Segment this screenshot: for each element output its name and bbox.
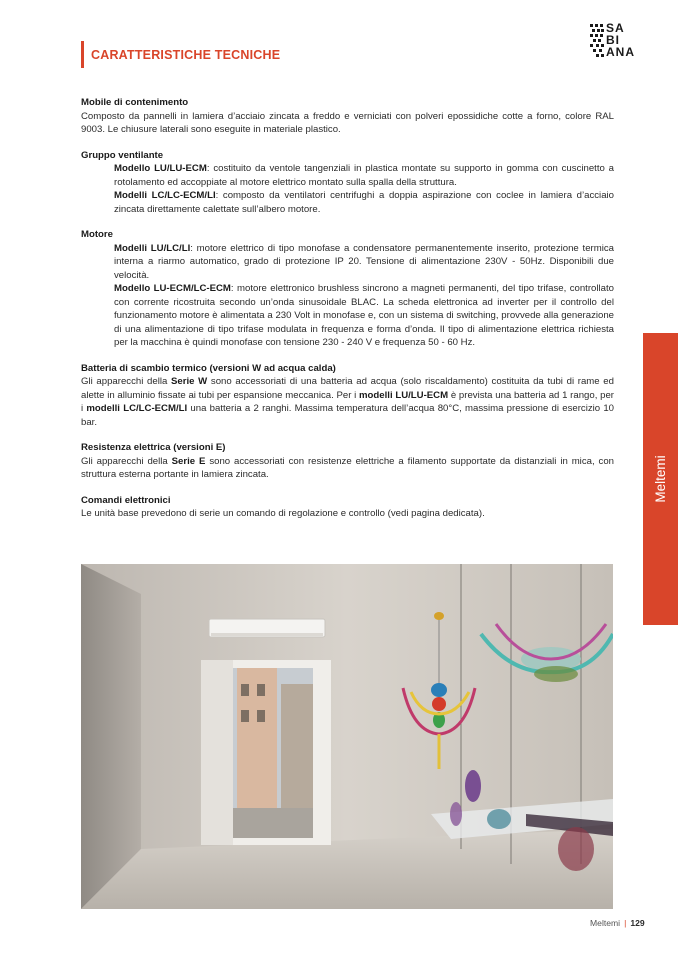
- section-mobile: [81, 96, 614, 137]
- page-number: 129: [630, 918, 645, 928]
- logo-wordmark: SA BI ANA: [606, 21, 635, 59]
- model-text: : motore elettrico di tipo monofase a condensatore permanentemente inserito, protezione termica interna a riarmo automatico, grado di protezione IP 20. Tensione di alimentazione 230V - 50Hz. Disponibili due velocità.: [114, 242, 614, 281]
- model-text: : composto da ventilatori centrifughi a doppia aspirazione con coclee in lamiera d’acciaio zincata direttamente calettate sull’albero motore.: [114, 190, 614, 215]
- model-label: Modello LU/LU-ECM: [114, 163, 207, 174]
- section-resistenza: [81, 441, 614, 482]
- spec-content: [81, 96, 614, 533]
- section-title: Motore: [81, 229, 113, 240]
- interior-illustration: [81, 564, 613, 909]
- brand-logo: [590, 21, 650, 64]
- model-label: Modello LU-ECM/LC-ECM: [114, 283, 231, 294]
- header-accent-bar: [81, 41, 84, 68]
- product-photo: [81, 564, 613, 909]
- side-tab: [643, 333, 678, 625]
- section-title: Resistenza elettrica (versioni E): [81, 442, 226, 453]
- model-item: [81, 282, 614, 350]
- model-item: [81, 162, 614, 189]
- model-label: Modelli LC/LC-ECM/LI: [114, 190, 216, 201]
- section-text: Gli apparecchi della Serie W sono accessoriati di una batteria ad acqua (solo riscaldamento) costituita da tubi di rame ed alette in alluminio fissate ai tubi per espansione meccanica. Per i modelli LU/LU-ECM è prevista una batteria ad 1 rango, per i modelli LC/LC-ECM/LI una batteria a 2 ranghi. Massima temperatura dell’acqua 80°C, massima pressione di esercizio 10 bar.: [81, 376, 615, 428]
- section-title: Gruppo ventilante: [81, 149, 164, 161]
- section-title: Batteria di scambio termico (versioni W ad acqua calda): [81, 362, 336, 374]
- footer-separator: |: [624, 918, 627, 928]
- section-title: Mobile di contenimento: [81, 97, 189, 108]
- section-text: Gli apparecchi della Serie E sono accessoriati con resistenze elettriche a filamento supportate da distanziali in mica, con struttura esterna portante in lamiera zincata.: [81, 455, 614, 480]
- logo-pattern-icon: [590, 24, 604, 60]
- model-item: [81, 189, 614, 216]
- side-tab-label: Meltemi: [653, 455, 668, 503]
- page-title: CARATTERISTICHE TECNICHE: [91, 48, 281, 62]
- footer-label: Meltemi: [590, 918, 621, 928]
- model-item: [81, 242, 614, 283]
- section-title: Comandi elettronici: [81, 494, 171, 506]
- section-comandi: [81, 494, 614, 521]
- section-batteria: [81, 362, 614, 430]
- section-text: Composto da pannelli in lamiera d’acciaio zincata a freddo e verniciati con polveri epossidiche cotte a forno, colore RAL 9003. Le chiusure laterali sono eseguite in materiale plastico.: [81, 110, 614, 135]
- page-footer: [590, 918, 645, 928]
- section-gruppo: [81, 149, 614, 217]
- section-text: Le unità base prevedono di serie un comando di regolazione e controllo (vedi pagina dedicata).: [81, 508, 485, 519]
- model-label: Modelli LU/LC/LI: [114, 242, 191, 254]
- model-text: : motore elettronico brushless sincrono a magneti permanenti, del tipo trifase, controllato con corrente ricostruita secondo un’onda sinusoidale BLAC. La scheda elettronica ad inverter per il controllo del funzionamento motore è alimentata a 230 Volt in monofase e, con un sistema di switching, provvede alla generazione di una alimentazione di tipo trifase modulata in frequenza e forma d’onda. Il tipo di alimentazione elettrica richiesta per la macchina è quindi monofase con tensione 230 - 240 V e frequenza 50 - 60 Hz.: [114, 283, 614, 348]
- section-motore: [81, 228, 614, 350]
- model-text: : costituito da ventole tangenziali in plastica montate su supporto in gomma con cuscinetto a rotolamento ed accoppiate al motore elettrico montato sulla spalla della struttura.: [114, 163, 614, 188]
